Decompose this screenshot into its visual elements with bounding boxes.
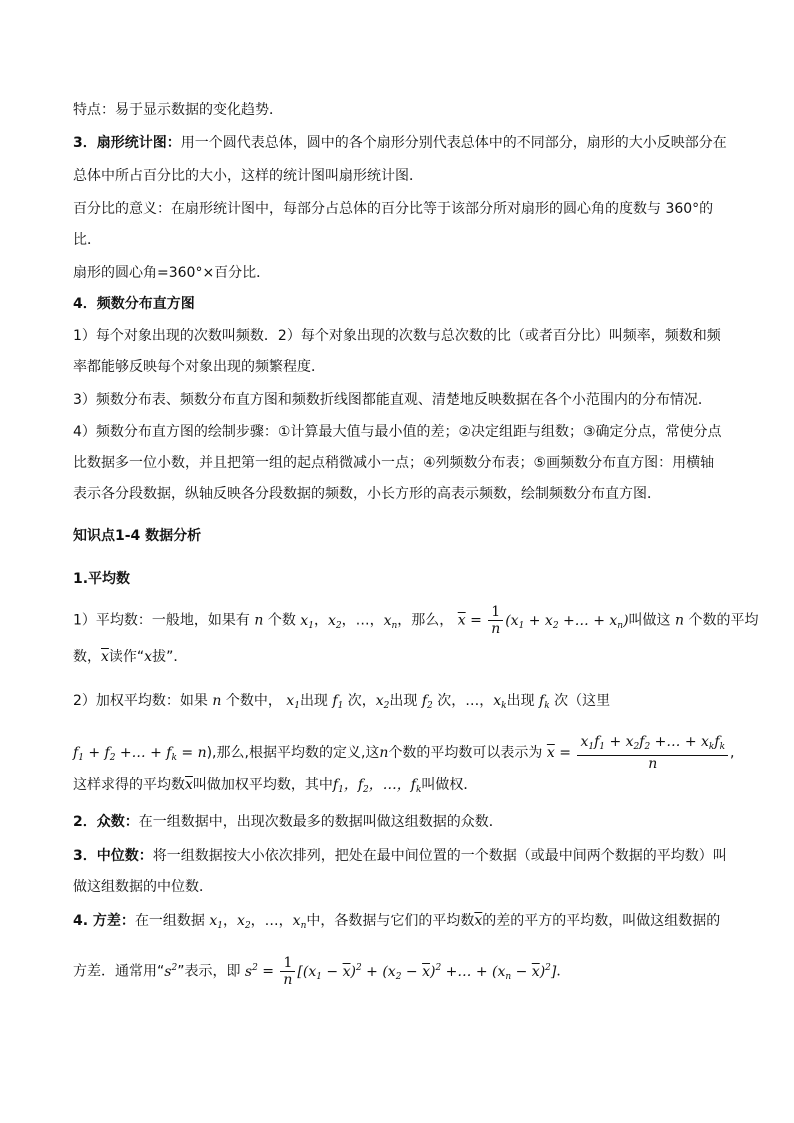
weighted-fraction: $\frac{x_1f_1 + x_2f_2 +\dots + x_kf_k}{n}$ [577, 734, 728, 772]
line-steps-cont2: 表示各分段数据，纵轴反映各分段数据的频数，小长方形的高表示频数，绘制频数分布直方图． [73, 486, 661, 502]
variance-fraction: $\frac{1}{n}$ [280, 955, 295, 988]
line-percent-meaning-cont: 比． [73, 232, 101, 248]
heading-knowledge-point: 知识点1-4 数据分析 [73, 528, 202, 544]
heading-median: 3．中位数： [73, 848, 153, 864]
line-variance-formula: 方差．通常用“$s^2$”表示，即 $s^2$ = $\frac{1}{n}$ [$(x_1 - \overline{x})^2 + (x_2 - \overline{x})^2$ +… + $(x_n - \overline{x})^2$]． [73, 955, 571, 988]
heading-variance: 4. 方差： [73, 913, 135, 929]
line-percent-meaning: 百分比的意义：在扇形统计图中，每部分占总体的百分比等于该部分所对扇形的圆心角的度数与 360°的 [73, 201, 714, 217]
heading-pie-chart: 3．扇形统计图： [73, 135, 181, 151]
heading-histogram: 4．频数分布直方图 [73, 296, 195, 312]
line-median-cont: 做这组数据的中位数． [73, 879, 213, 895]
line-mode: 2．众数：在一组数据中，出现次数最多的数据叫做这组数据的众数． [73, 814, 503, 830]
line-frequency: 1）每个对象出现的次数叫频数．2）每个对象出现的次数与总次数的比（或者百分比）叫频率，频数和频 [73, 328, 721, 344]
line-variance: 4. 方差：在一组数据 $x_1$，$x_2$，…，$x_n$中，各数据与它们的平均数$\overline{x}$的差的平方的平均数，叫做这组数据的 [73, 913, 721, 931]
line-weighted-mean: 2）加权平均数：如果 n 个数中， $x_1$出现 $f_1$ 次，$x_2$出现 $f_2$ 次，…，$x_k$出现 $f_k$ 次（这里 [73, 693, 611, 711]
heading-mode: 2．众数： [73, 814, 139, 830]
line-median: 3．中位数：将一组数据按大小依次排列，把处在最中间位置的一个数据（或最中间两个数据的平均数）叫 [73, 848, 727, 864]
line-mean-definition: 1）平均数：一般地，如果有 n 个数 $x_1$，$x_2$，…，$x_n$，那么， $\overline{x}$ = $\frac{1}{n}$ ($x_1 + x_2$ +… + $x_n$)叫做这 n 个数的平均 [73, 604, 759, 637]
line-mean-reading: 数，$\overline{x}$读作“x拔”． [73, 649, 188, 665]
line-weighted-cont: 这样求得的平均数$\overline{x}$叫做加权平均数，其中$f_1$，$f_2$，…，$f_k$叫做权． [73, 777, 478, 795]
line-distribution: 3）频数分布表、频数分布直方图和频数折线图都能直观、清楚地反映数据在各个小范围内的分布情况． [73, 392, 712, 408]
line-weighted-formula: $f_1 + f_2$ +… + $f_k = n$),那么,根据平均数的定义,这n个数的平均数可以表示为 $\overline{x}$ = $\frac{x_1f_1 + x_2f_2 +\dots + x_kf_k}{n}$ , [73, 734, 735, 772]
line-steps: 4）频数分布直方图的绘制步骤：①计算最大值与最小值的差；②决定组距与组数；③确定分点，常使分点 [73, 424, 722, 440]
line-central-angle: 扇形的圆心角=360°×百分比． [73, 265, 271, 281]
mean-fraction: $\frac{1}{n}$ [488, 604, 503, 637]
line-pie-chart: 3．扇形统计图：用一个圆代表总体，圆中的各个扇形分别代表总体中的不同部分，扇形的大小反映部分在 [73, 135, 727, 151]
line-frequency-cont: 率都能够反映每个对象出现的频繁程度． [73, 359, 325, 375]
heading-mean: 1.平均数 [73, 571, 131, 587]
line-features: 特点：易于显示数据的变化趋势． [73, 102, 283, 118]
line-steps-cont1: 比数据多一位小数，并且把第一组的起点稍微减小一点；④列频数分布表；⑤画频数分布直方图：用横轴 [73, 455, 715, 471]
line-pie-chart-cont: 总体中所占百分比的大小，这样的统计图叫扇形统计图． [73, 168, 423, 184]
